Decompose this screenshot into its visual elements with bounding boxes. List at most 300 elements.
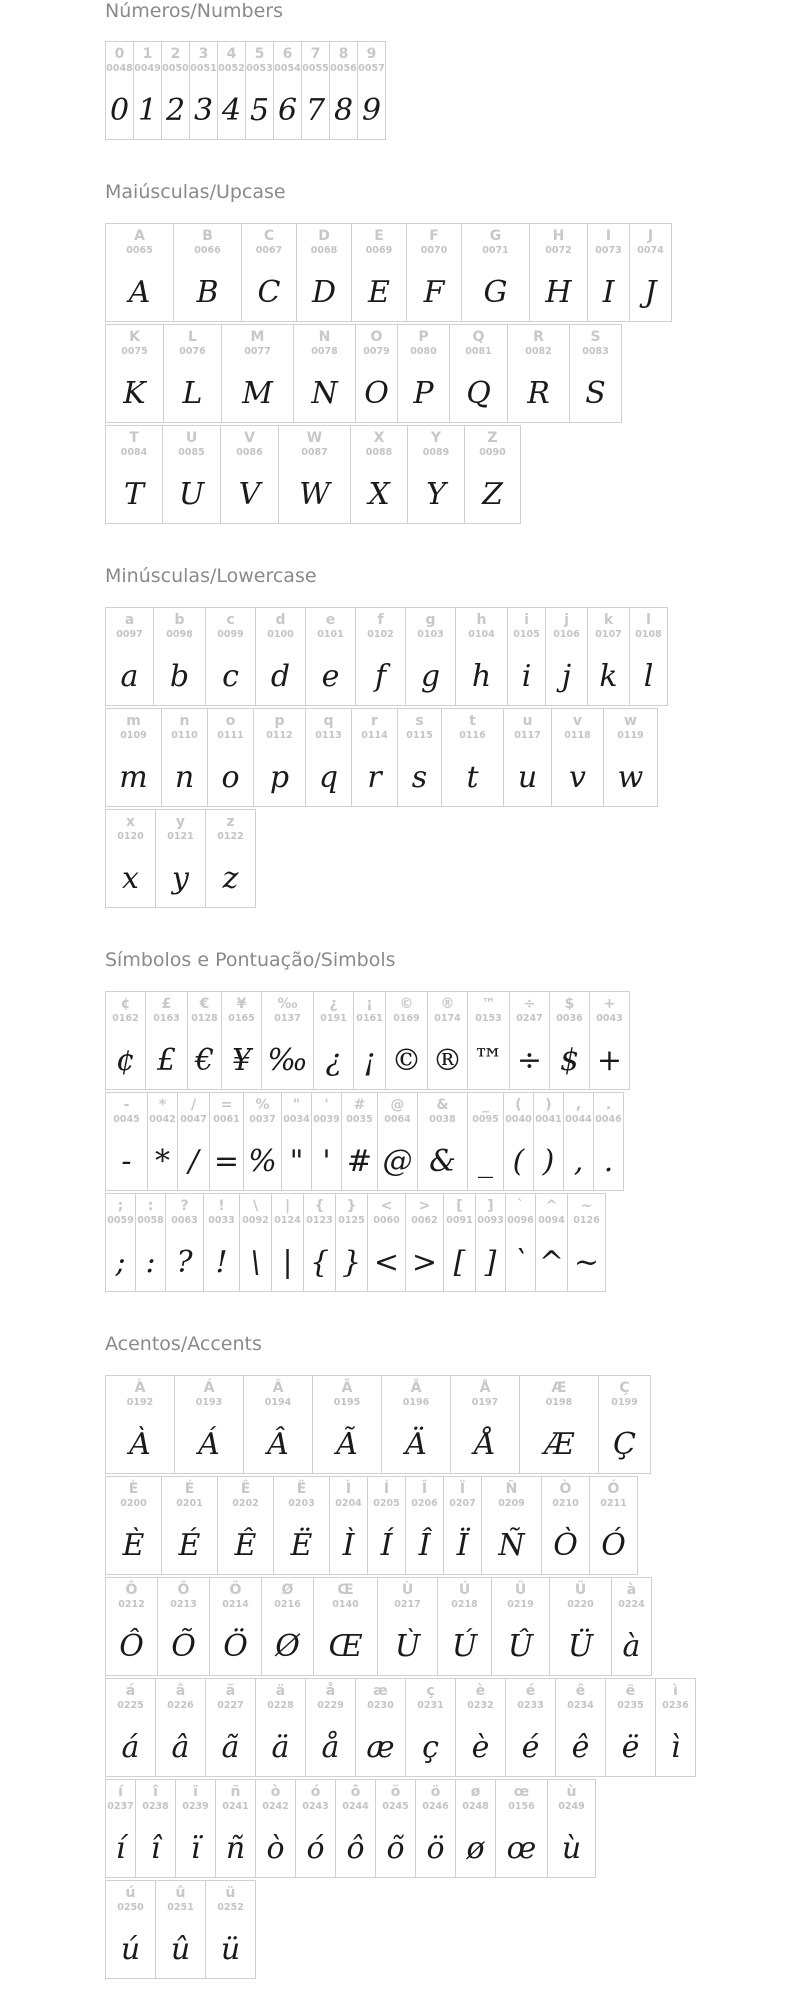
glyph-label: ö	[430, 1784, 441, 1800]
char-code-label: 0052	[218, 63, 245, 74]
glyph-cell-0219	[492, 1577, 550, 1676]
glyph-sample: O	[364, 376, 389, 411]
glyph-label: æ	[373, 1683, 388, 1699]
glyph-sample: â	[171, 1730, 190, 1765]
glyph-sample: Q	[466, 376, 491, 411]
char-code-label: 0111	[217, 730, 244, 741]
glyph-sample: Î	[418, 1528, 431, 1563]
glyph-cell-0116	[442, 708, 504, 807]
glyph-sample: õ	[386, 1831, 405, 1866]
glyph-cell-0202	[218, 1476, 274, 1575]
glyph-cell-0197	[451, 1375, 520, 1474]
char-code-label: 0231	[417, 1700, 444, 1711]
glyph-sample: Ø	[275, 1629, 300, 1664]
glyph-label: ù	[566, 1784, 577, 1800]
glyph-sample: ÷	[516, 1043, 543, 1078]
char-code-label: 0084	[120, 447, 148, 458]
glyph-sample: ä	[271, 1730, 290, 1765]
char-code-label: 0117	[514, 730, 541, 741]
glyph-sample: 6	[277, 93, 298, 128]
char-code-label: 0163	[153, 1013, 180, 1024]
glyph-label: õ	[390, 1784, 401, 1800]
char-code-label: 0198	[545, 1397, 573, 1408]
char-code-label: 0153	[475, 1013, 502, 1024]
glyph-cell-0094	[536, 1193, 568, 1292]
glyph-sample: v	[569, 760, 586, 795]
glyph-sample: ©	[391, 1043, 422, 1078]
glyph-cell-0109	[106, 708, 162, 807]
glyph-cell-0242	[256, 1779, 296, 1878]
glyph-label: ™	[481, 996, 496, 1012]
glyph-sample: E	[368, 275, 390, 310]
glyph-sample: b	[169, 659, 190, 694]
glyph-cell-0169	[386, 991, 428, 1090]
glyph-sample: 9	[361, 93, 382, 128]
glyph-sample: ø	[466, 1831, 485, 1866]
glyph-sample: ô	[346, 1831, 365, 1866]
glyph-cell-0073	[588, 223, 630, 322]
glyph-cell-0200	[106, 1476, 162, 1575]
char-code-label: 0226	[167, 1700, 194, 1711]
glyph-label: ã	[225, 1683, 236, 1699]
glyph-label: I	[605, 228, 612, 244]
char-code-label: 0081	[465, 346, 492, 357]
char-code-label: 0049	[134, 63, 161, 74]
glyph-label: à	[626, 1582, 637, 1598]
glyph-cell-0072	[530, 223, 588, 322]
glyph-label: E	[374, 228, 384, 244]
glyph-sample: C	[257, 275, 281, 310]
glyph-sample: æ	[366, 1730, 395, 1765]
char-code-label: 0104	[468, 629, 495, 640]
glyph-label: 8	[338, 46, 349, 62]
glyph-cell-0081	[450, 324, 508, 423]
glyph-row	[105, 1779, 596, 1879]
glyph-cell-0216	[262, 1577, 314, 1676]
glyph-cell-0052	[218, 41, 246, 140]
glyph-sample: É	[178, 1528, 201, 1563]
glyph-cell-0210	[542, 1476, 590, 1575]
glyph-label: Ò	[559, 1481, 572, 1497]
char-code-label: 0194	[264, 1397, 292, 1408]
glyph-cell-0091	[444, 1193, 476, 1292]
glyph-label: $	[564, 996, 575, 1012]
glyph-label: )	[545, 1097, 552, 1113]
glyph-cell-0237	[106, 1779, 136, 1878]
glyph-sample: I	[602, 275, 615, 310]
char-code-label: 0098	[166, 629, 193, 640]
char-code-label: 0053	[246, 63, 273, 74]
char-code-label: 0092	[242, 1215, 269, 1226]
glyph-sample: ®	[432, 1043, 463, 1078]
glyph-cell-0163	[146, 991, 188, 1090]
glyph-label: '	[324, 1097, 329, 1113]
glyph-sample: R	[527, 376, 550, 411]
glyph-sample: ë	[621, 1730, 640, 1765]
glyph-sample: L	[182, 376, 203, 411]
glyph-label: Ô	[125, 1582, 138, 1598]
glyph-sample: .	[603, 1144, 614, 1179]
char-code-label: 0091	[446, 1215, 473, 1226]
glyph-sample: Ó	[601, 1528, 626, 1563]
glyph-cell-0106	[546, 607, 588, 706]
char-code-label: 0066	[194, 245, 221, 256]
glyph-cell-0062	[406, 1193, 444, 1292]
char-code-label: 0114	[361, 730, 388, 741]
char-code-label: 0126	[573, 1215, 600, 1226]
char-code-label: 0079	[363, 346, 390, 357]
glyph-row	[105, 1193, 606, 1293]
glyph-cell-0245	[376, 1779, 416, 1878]
glyph-sample: û	[170, 1932, 191, 1967]
glyph-sample: Z	[482, 477, 503, 512]
glyph-label: &	[436, 1097, 449, 1113]
glyph-sample: G	[483, 275, 508, 310]
char-code-label: 0048	[106, 63, 133, 74]
char-code-label: 0204	[335, 1498, 362, 1509]
glyph-cell-0069	[352, 223, 407, 322]
glyph-cell-0085	[163, 425, 221, 524]
glyph-cell-0054	[274, 41, 302, 140]
glyph-row	[105, 1476, 638, 1576]
glyph-label: Ú	[458, 1582, 471, 1598]
glyph-label: U	[185, 430, 198, 446]
glyph-label: À	[134, 1380, 146, 1396]
glyph-label: ¡	[366, 996, 373, 1012]
glyph-sample: D	[311, 275, 337, 310]
char-code-label: 0200	[120, 1498, 147, 1509]
glyph-cell-0046	[594, 1092, 624, 1191]
char-code-label: 0058	[137, 1215, 164, 1226]
char-code-label: 0161	[356, 1013, 383, 1024]
glyph-sample: U	[178, 477, 205, 512]
char-code-label: 0107	[595, 629, 622, 640]
glyph-label: ¢	[120, 996, 131, 1012]
char-code-label: 0174	[434, 1013, 461, 1024]
glyph-sample: z	[222, 861, 239, 896]
glyph-label: >	[418, 1198, 431, 1214]
glyph-sample: W	[299, 477, 330, 512]
glyph-label: û	[175, 1885, 186, 1901]
char-code-label: 0109	[120, 730, 147, 741]
char-code-label: 0233	[517, 1700, 544, 1711]
glyph-label: É	[184, 1481, 195, 1497]
glyph-sample: r	[367, 760, 382, 795]
glyph-label: ü	[225, 1885, 236, 1901]
glyph-cell-0233	[506, 1678, 556, 1777]
glyph-cell-0053	[246, 41, 274, 140]
glyph-label: a	[124, 612, 135, 628]
char-code-label: 0236	[662, 1700, 689, 1711]
char-code-label: 0203	[288, 1498, 315, 1509]
glyph-cell-0217	[378, 1577, 438, 1676]
glyph-cell-0068	[297, 223, 352, 322]
glyph-label: -	[123, 1097, 130, 1113]
glyph-label: ä	[275, 1683, 286, 1699]
glyph-label: H	[552, 228, 565, 244]
glyph-label: i	[524, 612, 529, 628]
glyph-sample: ü	[220, 1932, 241, 1967]
glyph-cell-0214	[210, 1577, 262, 1676]
glyph-cell-0048	[106, 41, 134, 140]
glyph-sample: ^	[538, 1245, 565, 1280]
glyph-sample: m	[119, 760, 148, 795]
glyph-label: ©	[399, 996, 414, 1012]
glyph-label: !	[218, 1198, 225, 1214]
glyph-cell-0236	[656, 1678, 696, 1777]
glyph-label: l	[646, 612, 651, 628]
glyph-label: ï	[193, 1784, 198, 1800]
char-code-label: 0124	[274, 1215, 301, 1226]
char-code-label: 0063	[171, 1215, 198, 1226]
char-code-label: 0209	[498, 1498, 525, 1509]
glyph-sample: w	[617, 760, 644, 795]
glyph-cell-0082	[508, 324, 570, 423]
char-code-label: 0115	[406, 730, 433, 741]
glyph-label: {	[314, 1198, 325, 1214]
glyph-row	[105, 809, 256, 909]
glyph-cell-0247	[510, 991, 550, 1090]
char-code-label: 0128	[191, 1013, 218, 1024]
glyph-cell-0194	[244, 1375, 313, 1474]
glyph-label: Å	[479, 1380, 491, 1396]
glyph-sample: ?	[176, 1245, 193, 1280]
glyph-label: Œ	[337, 1582, 354, 1598]
glyph-sample: à	[622, 1629, 641, 1664]
glyph-label: 0	[114, 46, 125, 62]
glyph-cell-0100	[256, 607, 306, 706]
glyph-cell-0108	[630, 607, 668, 706]
glyph-sample: j	[561, 659, 572, 694]
glyph-label: [	[456, 1198, 463, 1214]
glyph-cell-0105	[508, 607, 546, 706]
glyph-label: R	[533, 329, 544, 345]
glyph-label: /	[190, 1097, 197, 1113]
glyph-label: Â	[272, 1380, 284, 1396]
glyph-sample: Ñ	[498, 1528, 525, 1563]
glyph-cell-0070	[407, 223, 462, 322]
glyph-label: \	[252, 1198, 259, 1214]
glyph-sample: |	[282, 1245, 293, 1280]
glyph-label: ú	[125, 1885, 136, 1901]
glyph-sample: J	[644, 275, 657, 310]
char-code-label: 0078	[311, 346, 338, 357]
glyph-sample: ‰	[267, 1043, 308, 1078]
glyph-label: Ü	[574, 1582, 587, 1598]
glyph-cell-0086	[221, 425, 279, 524]
glyph-cell-0211	[590, 1476, 638, 1575]
char-code-label: 0220	[567, 1599, 594, 1610]
glyph-sample: ú	[120, 1932, 141, 1967]
char-code-label: 0034	[283, 1114, 310, 1125]
glyph-sample: í	[115, 1831, 126, 1866]
glyph-sample: '	[322, 1144, 331, 1179]
glyph-cell-0241	[216, 1779, 256, 1878]
glyph-sample: ¿	[325, 1043, 342, 1078]
glyph-cell-0045	[106, 1092, 148, 1191]
char-code-label: 0093	[477, 1215, 504, 1226]
char-code-label: 0248	[462, 1801, 489, 1812]
glyph-cell-0162	[106, 991, 146, 1090]
char-code-label: 0074	[637, 245, 664, 256]
char-code-label: 0245	[382, 1801, 409, 1812]
char-code-label: 0037	[249, 1114, 276, 1125]
glyph-cell-0096	[506, 1193, 536, 1292]
char-code-label: 0119	[617, 730, 644, 741]
glyph-sample: ê	[571, 1730, 590, 1765]
glyph-label: r	[371, 713, 378, 729]
glyph-sample: ù	[561, 1831, 582, 1866]
glyph-cell-0034	[282, 1092, 312, 1191]
glyph-sample: ö	[426, 1831, 445, 1866]
char-code-label: 0235	[617, 1700, 644, 1711]
glyph-row	[105, 1092, 624, 1192]
char-code-label: 0106	[553, 629, 580, 640]
glyph-sample: è	[471, 1730, 490, 1765]
glyph-label: X	[373, 430, 385, 446]
glyph-cell-0231	[406, 1678, 456, 1777]
char-code-label: 0082	[525, 346, 552, 357]
glyph-label: €	[199, 996, 210, 1012]
glyph-label: œ	[513, 1784, 530, 1800]
glyph-cell-0212	[106, 1577, 158, 1676]
glyph-label: c	[226, 612, 235, 628]
glyph-cell-0063	[166, 1193, 204, 1292]
glyph-sample: :	[145, 1245, 156, 1280]
glyph-label: |	[284, 1198, 291, 1214]
glyph-sample: Ô	[119, 1629, 144, 1664]
glyph-label: Á	[203, 1380, 215, 1396]
glyph-cell-0206	[406, 1476, 444, 1575]
glyph-sample: Ì	[342, 1528, 355, 1563]
char-code-label: 0244	[342, 1801, 369, 1812]
char-code-label: 0239	[182, 1801, 209, 1812]
glyph-sample: c	[222, 659, 239, 694]
char-code-label: 0232	[467, 1700, 494, 1711]
glyph-label: D	[318, 228, 330, 244]
char-code-label: 0212	[118, 1599, 145, 1610]
glyph-label: Ï	[459, 1481, 466, 1497]
glyph-label: W	[306, 430, 323, 446]
glyph-label: ñ	[230, 1784, 241, 1800]
glyph-sample: !	[215, 1245, 228, 1280]
glyph-label: P	[418, 329, 429, 345]
char-code-label: 0046	[595, 1114, 622, 1125]
glyph-label: m	[126, 713, 141, 729]
glyph-sample: Û	[507, 1629, 534, 1664]
glyph-label: =	[220, 1097, 233, 1113]
glyph-row	[105, 1577, 652, 1677]
glyph-cell-0099	[206, 607, 256, 706]
glyph-label: Ã	[341, 1380, 353, 1396]
glyph-cell-0156	[496, 1779, 548, 1878]
glyph-sample: @	[382, 1144, 413, 1179]
glyph-label: ó	[310, 1784, 321, 1800]
glyph-sample: Ê	[234, 1528, 257, 1563]
glyph-sample: F	[423, 275, 445, 310]
glyph-sample: t	[466, 760, 479, 795]
char-code-label: 0097	[116, 629, 143, 640]
glyph-label: å	[325, 1683, 336, 1699]
glyph-sample: (	[512, 1144, 525, 1179]
glyph-label: Y	[430, 430, 442, 446]
glyph-cell-0140	[314, 1577, 378, 1676]
glyph-sample: H	[545, 275, 572, 310]
glyph-cell-0196	[382, 1375, 451, 1474]
glyph-cell-0248	[456, 1779, 496, 1878]
glyph-cell-0084	[106, 425, 163, 524]
glyph-cell-0041	[534, 1092, 564, 1191]
glyph-cell-0049	[134, 41, 162, 140]
glyph-sample: È	[122, 1528, 145, 1563]
glyph-label: u	[522, 713, 533, 729]
glyph-sample: [	[453, 1245, 466, 1280]
char-code-label: 0125	[338, 1215, 365, 1226]
glyph-label: ^	[545, 1198, 558, 1214]
char-code-label: 0055	[302, 63, 329, 74]
char-code-label: 0094	[538, 1215, 565, 1226]
glyph-cell-0083	[570, 324, 622, 423]
char-code-label: 0247	[516, 1013, 543, 1024]
glyph-sample: ;	[115, 1245, 126, 1280]
glyph-cell-0033	[204, 1193, 240, 1292]
char-code-label: 0042	[149, 1114, 176, 1125]
glyph-sample: x	[122, 861, 139, 896]
glyph-label: 4	[226, 46, 237, 62]
glyph-sample: Ù	[394, 1629, 421, 1664]
char-code-label: 0096	[507, 1215, 534, 1226]
glyph-cell-0112	[254, 708, 306, 807]
glyph-cell-0038	[418, 1092, 468, 1191]
glyph-label: o	[225, 713, 236, 729]
glyph-label: y	[175, 814, 186, 830]
char-code-label: 0252	[217, 1902, 244, 1913]
glyph-label: â	[175, 1683, 186, 1699]
glyph-cell-0246	[416, 1779, 456, 1878]
glyph-sample: Œ	[328, 1629, 363, 1664]
char-code-label: 0072	[545, 245, 572, 256]
char-code-label: 0105	[513, 629, 540, 640]
glyph-cell-0089	[408, 425, 465, 524]
glyph-cell-0199	[599, 1375, 651, 1474]
char-code-label: 0061	[213, 1114, 240, 1125]
char-code-label: 0140	[332, 1599, 359, 1610]
glyph-sample: o	[221, 760, 240, 795]
glyph-label: Q	[472, 329, 485, 345]
glyph-cell-0235	[606, 1678, 656, 1777]
char-code-label: 0056	[330, 63, 357, 74]
glyph-sample: 4	[221, 93, 242, 128]
glyph-sample: {	[309, 1245, 330, 1280]
glyph-cell-0227	[206, 1678, 256, 1777]
glyph-cell-0058	[136, 1193, 166, 1292]
char-code-label: 0089	[422, 447, 450, 458]
glyph-label: #	[353, 1097, 366, 1113]
glyph-label: á	[125, 1683, 136, 1699]
glyph-cell-0126	[568, 1193, 606, 1292]
char-code-label: 0067	[255, 245, 283, 256]
glyph-cell-0037	[244, 1092, 282, 1191]
char-code-label: 0050	[162, 63, 189, 74]
glyph-label: +	[603, 996, 616, 1012]
glyph-label: j	[564, 612, 569, 628]
glyph-sample: %	[248, 1144, 277, 1179]
glyph-sample: ò	[266, 1831, 285, 1866]
glyph-sample: œ	[506, 1831, 537, 1866]
glyph-sample: <	[373, 1245, 400, 1280]
glyph-label: L	[188, 329, 197, 345]
glyph-sample: Y	[426, 477, 446, 512]
